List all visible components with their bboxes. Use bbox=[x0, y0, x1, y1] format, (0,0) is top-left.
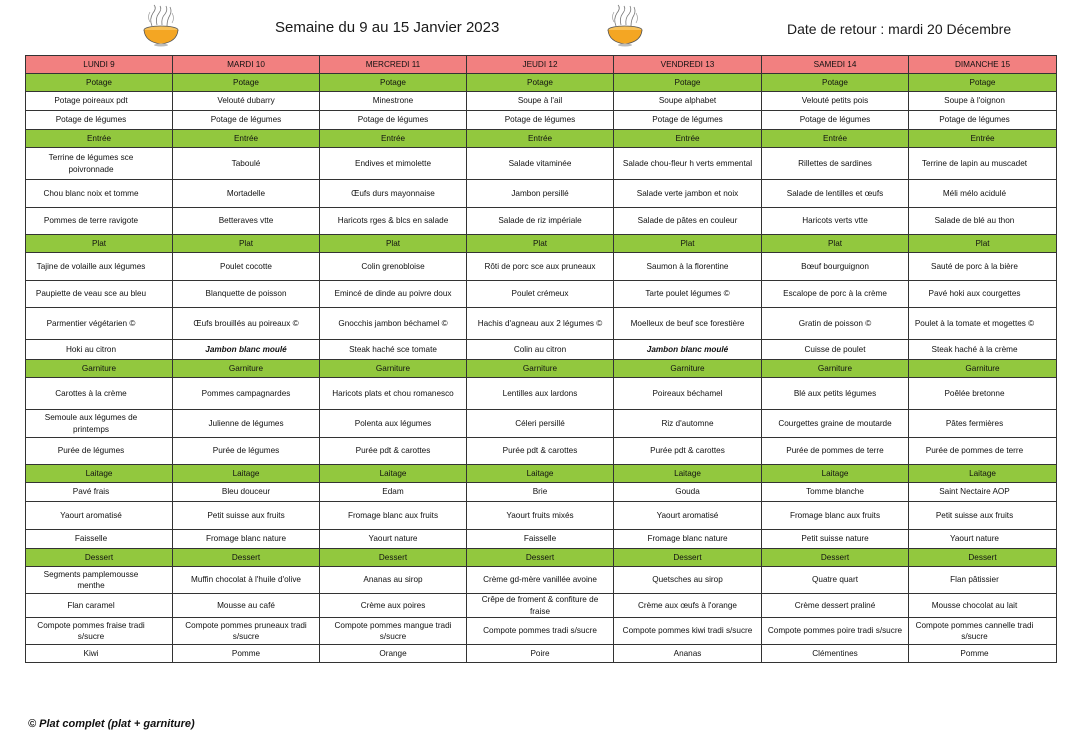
menu-item: Compote pommes mangue tradi s/sucre bbox=[320, 618, 467, 645]
menu-item: Salade de riz impériale bbox=[467, 208, 614, 235]
menu-item: Sauté de porc à la bière bbox=[909, 253, 1057, 281]
menu-item: Rillettes de sardines bbox=[762, 148, 909, 180]
garniture-item-row bbox=[26, 438, 1057, 465]
potage-item-row bbox=[26, 92, 1057, 111]
menu-item: Pavé frais bbox=[26, 483, 173, 502]
day-header: DIMANCHE 15 bbox=[909, 56, 1057, 74]
menu-item: Clémentines bbox=[762, 645, 909, 663]
menu-item: Gratin de poisson © bbox=[762, 308, 909, 340]
menu-item: Saint Nectaire AOP bbox=[909, 483, 1057, 502]
menu-item: Soupe à l'oignon bbox=[909, 92, 1057, 111]
menu-item: Courgettes graine de moutarde bbox=[762, 410, 909, 438]
menu-item: Flan caramel bbox=[26, 594, 173, 618]
menu-item: Pommes campagnardes bbox=[173, 378, 320, 410]
menu-item: Purée pdt & carottes bbox=[320, 438, 467, 465]
plat-category-header: Plat bbox=[320, 235, 467, 253]
menu-item: Jambon blanc moulé bbox=[173, 340, 320, 360]
menu-item: Bleu douceur bbox=[173, 483, 320, 502]
menu-item: Velouté dubarry bbox=[173, 92, 320, 111]
laitage-category-header: Laitage bbox=[173, 465, 320, 483]
menu-item: Purée pdt & carottes bbox=[467, 438, 614, 465]
menu-item: Purée de légumes bbox=[26, 438, 173, 465]
menu-item: Compote pommes cannelle tradi s/sucre bbox=[909, 618, 1057, 645]
plat-item-row bbox=[26, 253, 1057, 281]
menu-item: Haricots rges & blcs en salade bbox=[320, 208, 467, 235]
menu-item: Petit suisse aux fruits bbox=[173, 502, 320, 530]
menu-item: Fromage blanc aux fruits bbox=[762, 502, 909, 530]
menu-item: Blanquette de poisson bbox=[173, 281, 320, 308]
menu-item: Yaourt aromatisé bbox=[26, 502, 173, 530]
soup-bowl-icon bbox=[138, 4, 184, 48]
menu-item: Jambon blanc moulé bbox=[614, 340, 762, 360]
laitage-category-header: Laitage bbox=[762, 465, 909, 483]
menu-item: Crème aux œufs à l'orange bbox=[614, 594, 762, 618]
garniture-category-row bbox=[26, 360, 1057, 378]
laitage-category-header: Laitage bbox=[320, 465, 467, 483]
dessert-category-header: Dessert bbox=[173, 549, 320, 567]
menu-item: Soupe à l'ail bbox=[467, 92, 614, 111]
plat-item-row bbox=[26, 308, 1057, 340]
menu-item: Purée de légumes bbox=[173, 438, 320, 465]
menu-item: Blé aux petits légumes bbox=[762, 378, 909, 410]
menu-item: Mousse chocolat au lait bbox=[909, 594, 1057, 618]
entree-category-header: Entrée bbox=[762, 130, 909, 148]
menu-item: Potage de légumes bbox=[762, 111, 909, 130]
menu-item: Faisselle bbox=[26, 530, 173, 549]
garniture-category-header: Garniture bbox=[909, 360, 1057, 378]
menu-item: Crème aux poires bbox=[320, 594, 467, 618]
menu-item: Betteraves vtte bbox=[173, 208, 320, 235]
menu-item: Moelleux de beuf sce forestière bbox=[614, 308, 762, 340]
menu-item: Quatre quart bbox=[762, 567, 909, 594]
potage-item-row bbox=[26, 111, 1057, 130]
menu-item: Potage de légumes bbox=[467, 111, 614, 130]
return-date: Date de retour : mardi 20 Décembre bbox=[787, 21, 1012, 37]
laitage-category-header: Laitage bbox=[467, 465, 614, 483]
menu-item: Terrine de légumes sce poivronnade bbox=[26, 148, 173, 180]
potage-category-header: Potage bbox=[26, 74, 173, 92]
menu-item: Pâtes fermières bbox=[909, 410, 1057, 438]
menu-item: Muffin chocolat à l'huile d'olive bbox=[173, 567, 320, 594]
menu-item: Poêlée bretonne bbox=[909, 378, 1057, 410]
menu-item: Yaourt nature bbox=[320, 530, 467, 549]
potage-category-header: Potage bbox=[173, 74, 320, 92]
menu-item: Ananas au sirop bbox=[320, 567, 467, 594]
menu-item: Purée pdt & carottes bbox=[614, 438, 762, 465]
potage-category-header: Potage bbox=[614, 74, 762, 92]
garniture-category-header: Garniture bbox=[467, 360, 614, 378]
potage-category-header: Potage bbox=[320, 74, 467, 92]
menu-item: Pommes de terre ravigote bbox=[26, 208, 173, 235]
day-header: MARDI 10 bbox=[173, 56, 320, 74]
menu-table bbox=[25, 55, 1057, 663]
menu-item: Poulet à la tomate et mogettes © bbox=[909, 308, 1057, 340]
plat-category-header: Plat bbox=[909, 235, 1057, 253]
menu-item: Minestrone bbox=[320, 92, 467, 111]
dessert-category-header: Dessert bbox=[26, 549, 173, 567]
day-header-row bbox=[26, 56, 1057, 74]
menu-item: Petit suisse aux fruits bbox=[909, 502, 1057, 530]
menu-item: Steak haché sce tomate bbox=[320, 340, 467, 360]
menu-item: Œufs brouillés au poireaux © bbox=[173, 308, 320, 340]
laitage-category-header: Laitage bbox=[26, 465, 173, 483]
entree-category-header: Entrée bbox=[614, 130, 762, 148]
menu-item: Tarte poulet légumes © bbox=[614, 281, 762, 308]
laitage-item-row bbox=[26, 502, 1057, 530]
footnote: © Plat complet (plat + garniture) bbox=[28, 718, 195, 730]
menu-item: Polenta aux légumes bbox=[320, 410, 467, 438]
menu-item: Colin au citron bbox=[467, 340, 614, 360]
garniture-category-header: Garniture bbox=[173, 360, 320, 378]
plat-category-header: Plat bbox=[762, 235, 909, 253]
menu-item: Julienne de légumes bbox=[173, 410, 320, 438]
menu-item: Œufs durs mayonnaise bbox=[320, 180, 467, 208]
menu-item: Mortadelle bbox=[173, 180, 320, 208]
menu-item: Potage de légumes bbox=[26, 111, 173, 130]
day-header: JEUDI 12 bbox=[467, 56, 614, 74]
entree-category-header: Entrée bbox=[173, 130, 320, 148]
plat-category-header: Plat bbox=[173, 235, 320, 253]
day-header: VENDREDI 13 bbox=[614, 56, 762, 74]
menu-item: Tajine de volaille aux légumes bbox=[26, 253, 173, 281]
entree-category-header: Entrée bbox=[320, 130, 467, 148]
menu-item: Taboulé bbox=[173, 148, 320, 180]
menu-item: Salade de lentilles et œufs bbox=[762, 180, 909, 208]
plat-category-row bbox=[26, 235, 1057, 253]
laitage-item-row bbox=[26, 483, 1057, 502]
plat-item-row bbox=[26, 340, 1057, 360]
menu-item: Méli mélo acidulé bbox=[909, 180, 1057, 208]
menu-item: Kiwi bbox=[26, 645, 173, 663]
menu-item: Mousse au café bbox=[173, 594, 320, 618]
menu-item: Salade chou-fleur h verts emmental bbox=[614, 148, 762, 180]
entree-category-row bbox=[26, 130, 1057, 148]
day-header: SAMEDI 14 bbox=[762, 56, 909, 74]
menu-item: Salade verte jambon et noix bbox=[614, 180, 762, 208]
menu-item: Pavé hoki aux courgettes bbox=[909, 281, 1057, 308]
potage-category-header: Potage bbox=[467, 74, 614, 92]
entree-item-row bbox=[26, 180, 1057, 208]
dessert-item-row bbox=[26, 618, 1057, 645]
menu-item: Potage de légumes bbox=[909, 111, 1057, 130]
entree-item-row bbox=[26, 208, 1057, 235]
garniture-category-header: Garniture bbox=[320, 360, 467, 378]
menu-item: Haricots plats et chou romanesco bbox=[320, 378, 467, 410]
day-header: LUNDI 9 bbox=[26, 56, 173, 74]
menu-item: Haricots verts vtte bbox=[762, 208, 909, 235]
menu-item: Chou blanc noix et tomme bbox=[26, 180, 173, 208]
menu-item: Segments pamplemousse menthe bbox=[26, 567, 173, 594]
plat-category-header: Plat bbox=[467, 235, 614, 253]
menu-item: Cuisse de poulet bbox=[762, 340, 909, 360]
menu-item: Pomme bbox=[173, 645, 320, 663]
laitage-item-row bbox=[26, 530, 1057, 549]
menu-item: Compote pommes tradi s/sucre bbox=[467, 618, 614, 645]
laitage-category-row bbox=[26, 465, 1057, 483]
menu-item: Purée de pommes de terre bbox=[762, 438, 909, 465]
menu-item: Edam bbox=[320, 483, 467, 502]
laitage-category-header: Laitage bbox=[614, 465, 762, 483]
menu-item: Colin grenobloise bbox=[320, 253, 467, 281]
menu-item: Paupiette de veau sce au bleu bbox=[26, 281, 173, 308]
menu-item: Compote pommes pruneaux tradi s/sucre bbox=[173, 618, 320, 645]
menu-item: Pomme bbox=[909, 645, 1057, 663]
menu-item: Compote pommes fraise tradi s/sucre bbox=[26, 618, 173, 645]
menu-item: Hoki au citron bbox=[26, 340, 173, 360]
menu-item: Poulet crémeux bbox=[467, 281, 614, 308]
menu-item: Compote pommes poire tradi s/sucre bbox=[762, 618, 909, 645]
menu-item: Orange bbox=[320, 645, 467, 663]
menu-item: Potage poireaux pdt bbox=[26, 92, 173, 111]
menu-item: Salade vitaminée bbox=[467, 148, 614, 180]
garniture-item-row bbox=[26, 410, 1057, 438]
plat-category-header: Plat bbox=[26, 235, 173, 253]
dessert-item-row bbox=[26, 645, 1057, 663]
menu-item: Flan pâtissier bbox=[909, 567, 1057, 594]
menu-item: Steak haché à la crème bbox=[909, 340, 1057, 360]
potage-category-header: Potage bbox=[762, 74, 909, 92]
menu-item: Fromage blanc nature bbox=[173, 530, 320, 549]
menu-item: Lentilles aux lardons bbox=[467, 378, 614, 410]
entree-category-header: Entrée bbox=[909, 130, 1057, 148]
menu-item: Hachis d'agneau aux 2 légumes © bbox=[467, 308, 614, 340]
menu-item: Ananas bbox=[614, 645, 762, 663]
menu-item: Crêpe de froment & confiture de fraise bbox=[467, 594, 614, 618]
dessert-category-header: Dessert bbox=[320, 549, 467, 567]
menu-item: Purée de pommes de terre bbox=[909, 438, 1057, 465]
menu-item: Poulet cocotte bbox=[173, 253, 320, 281]
menu-item: Terrine de lapin au muscadet bbox=[909, 148, 1057, 180]
menu-item: Carottes à la crème bbox=[26, 378, 173, 410]
entree-category-header: Entrée bbox=[26, 130, 173, 148]
menu-item: Quetsches au sirop bbox=[614, 567, 762, 594]
menu-item: Soupe alphabet bbox=[614, 92, 762, 111]
menu-item: Yaourt aromatisé bbox=[614, 502, 762, 530]
garniture-category-header: Garniture bbox=[762, 360, 909, 378]
menu-item: Rôti de porc sce aux pruneaux bbox=[467, 253, 614, 281]
menu-item: Gouda bbox=[614, 483, 762, 502]
menu-item: Crème gd-mère vanillée avoine bbox=[467, 567, 614, 594]
menu-item: Crème dessert praliné bbox=[762, 594, 909, 618]
menu-item: Emincé de dinde au poivre doux bbox=[320, 281, 467, 308]
menu-item: Semoule aux légumes de printemps bbox=[26, 410, 173, 438]
menu-item: Riz d'automne bbox=[614, 410, 762, 438]
menu-item: Céleri persillé bbox=[467, 410, 614, 438]
menu-item: Salade de pâtes en couleur bbox=[614, 208, 762, 235]
menu-item: Velouté petits pois bbox=[762, 92, 909, 111]
menu-item: Escalope de porc à la crème bbox=[762, 281, 909, 308]
dessert-category-header: Dessert bbox=[909, 549, 1057, 567]
menu-item: Salade de blé au thon bbox=[909, 208, 1057, 235]
laitage-category-header: Laitage bbox=[909, 465, 1057, 483]
menu-item: Brie bbox=[467, 483, 614, 502]
menu-item: Potage de légumes bbox=[614, 111, 762, 130]
menu-item: Potage de légumes bbox=[320, 111, 467, 130]
menu-item: Fromage blanc aux fruits bbox=[320, 502, 467, 530]
menu-item: Fromage blanc nature bbox=[614, 530, 762, 549]
menu-item: Petit suisse nature bbox=[762, 530, 909, 549]
dessert-item-row bbox=[26, 567, 1057, 594]
potage-category-row bbox=[26, 74, 1057, 92]
menu-item: Yaourt fruits mixés bbox=[467, 502, 614, 530]
dessert-category-header: Dessert bbox=[614, 549, 762, 567]
day-header: MERCREDI 11 bbox=[320, 56, 467, 74]
garniture-item-row bbox=[26, 378, 1057, 410]
plat-item-row bbox=[26, 281, 1057, 308]
menu-item: Faisselle bbox=[467, 530, 614, 549]
page-title: Semaine du 9 au 15 Janvier 2023 bbox=[275, 19, 500, 36]
soup-bowl-icon bbox=[602, 4, 648, 48]
menu-item: Compote pommes kiwi tradi s/sucre bbox=[614, 618, 762, 645]
plat-category-header: Plat bbox=[614, 235, 762, 253]
dessert-category-row bbox=[26, 549, 1057, 567]
menu-item: Bœuf bourguignon bbox=[762, 253, 909, 281]
menu-item: Parmentier végétarien © bbox=[26, 308, 173, 340]
menu-item: Saumon à la florentine bbox=[614, 253, 762, 281]
dessert-item-row bbox=[26, 594, 1057, 618]
menu-item: Poire bbox=[467, 645, 614, 663]
dessert-category-header: Dessert bbox=[762, 549, 909, 567]
garniture-category-header: Garniture bbox=[26, 360, 173, 378]
potage-category-header: Potage bbox=[909, 74, 1057, 92]
menu-item: Potage de légumes bbox=[173, 111, 320, 130]
entree-item-row bbox=[26, 148, 1057, 180]
menu-item: Endives et mimolette bbox=[320, 148, 467, 180]
menu-item: Yaourt nature bbox=[909, 530, 1057, 549]
dessert-category-header: Dessert bbox=[467, 549, 614, 567]
menu-item: Tomme blanche bbox=[762, 483, 909, 502]
entree-category-header: Entrée bbox=[467, 130, 614, 148]
garniture-category-header: Garniture bbox=[614, 360, 762, 378]
menu-item: Gnocchis jambon béchamel © bbox=[320, 308, 467, 340]
menu-item: Jambon persillé bbox=[467, 180, 614, 208]
menu-item: Poireaux béchamel bbox=[614, 378, 762, 410]
